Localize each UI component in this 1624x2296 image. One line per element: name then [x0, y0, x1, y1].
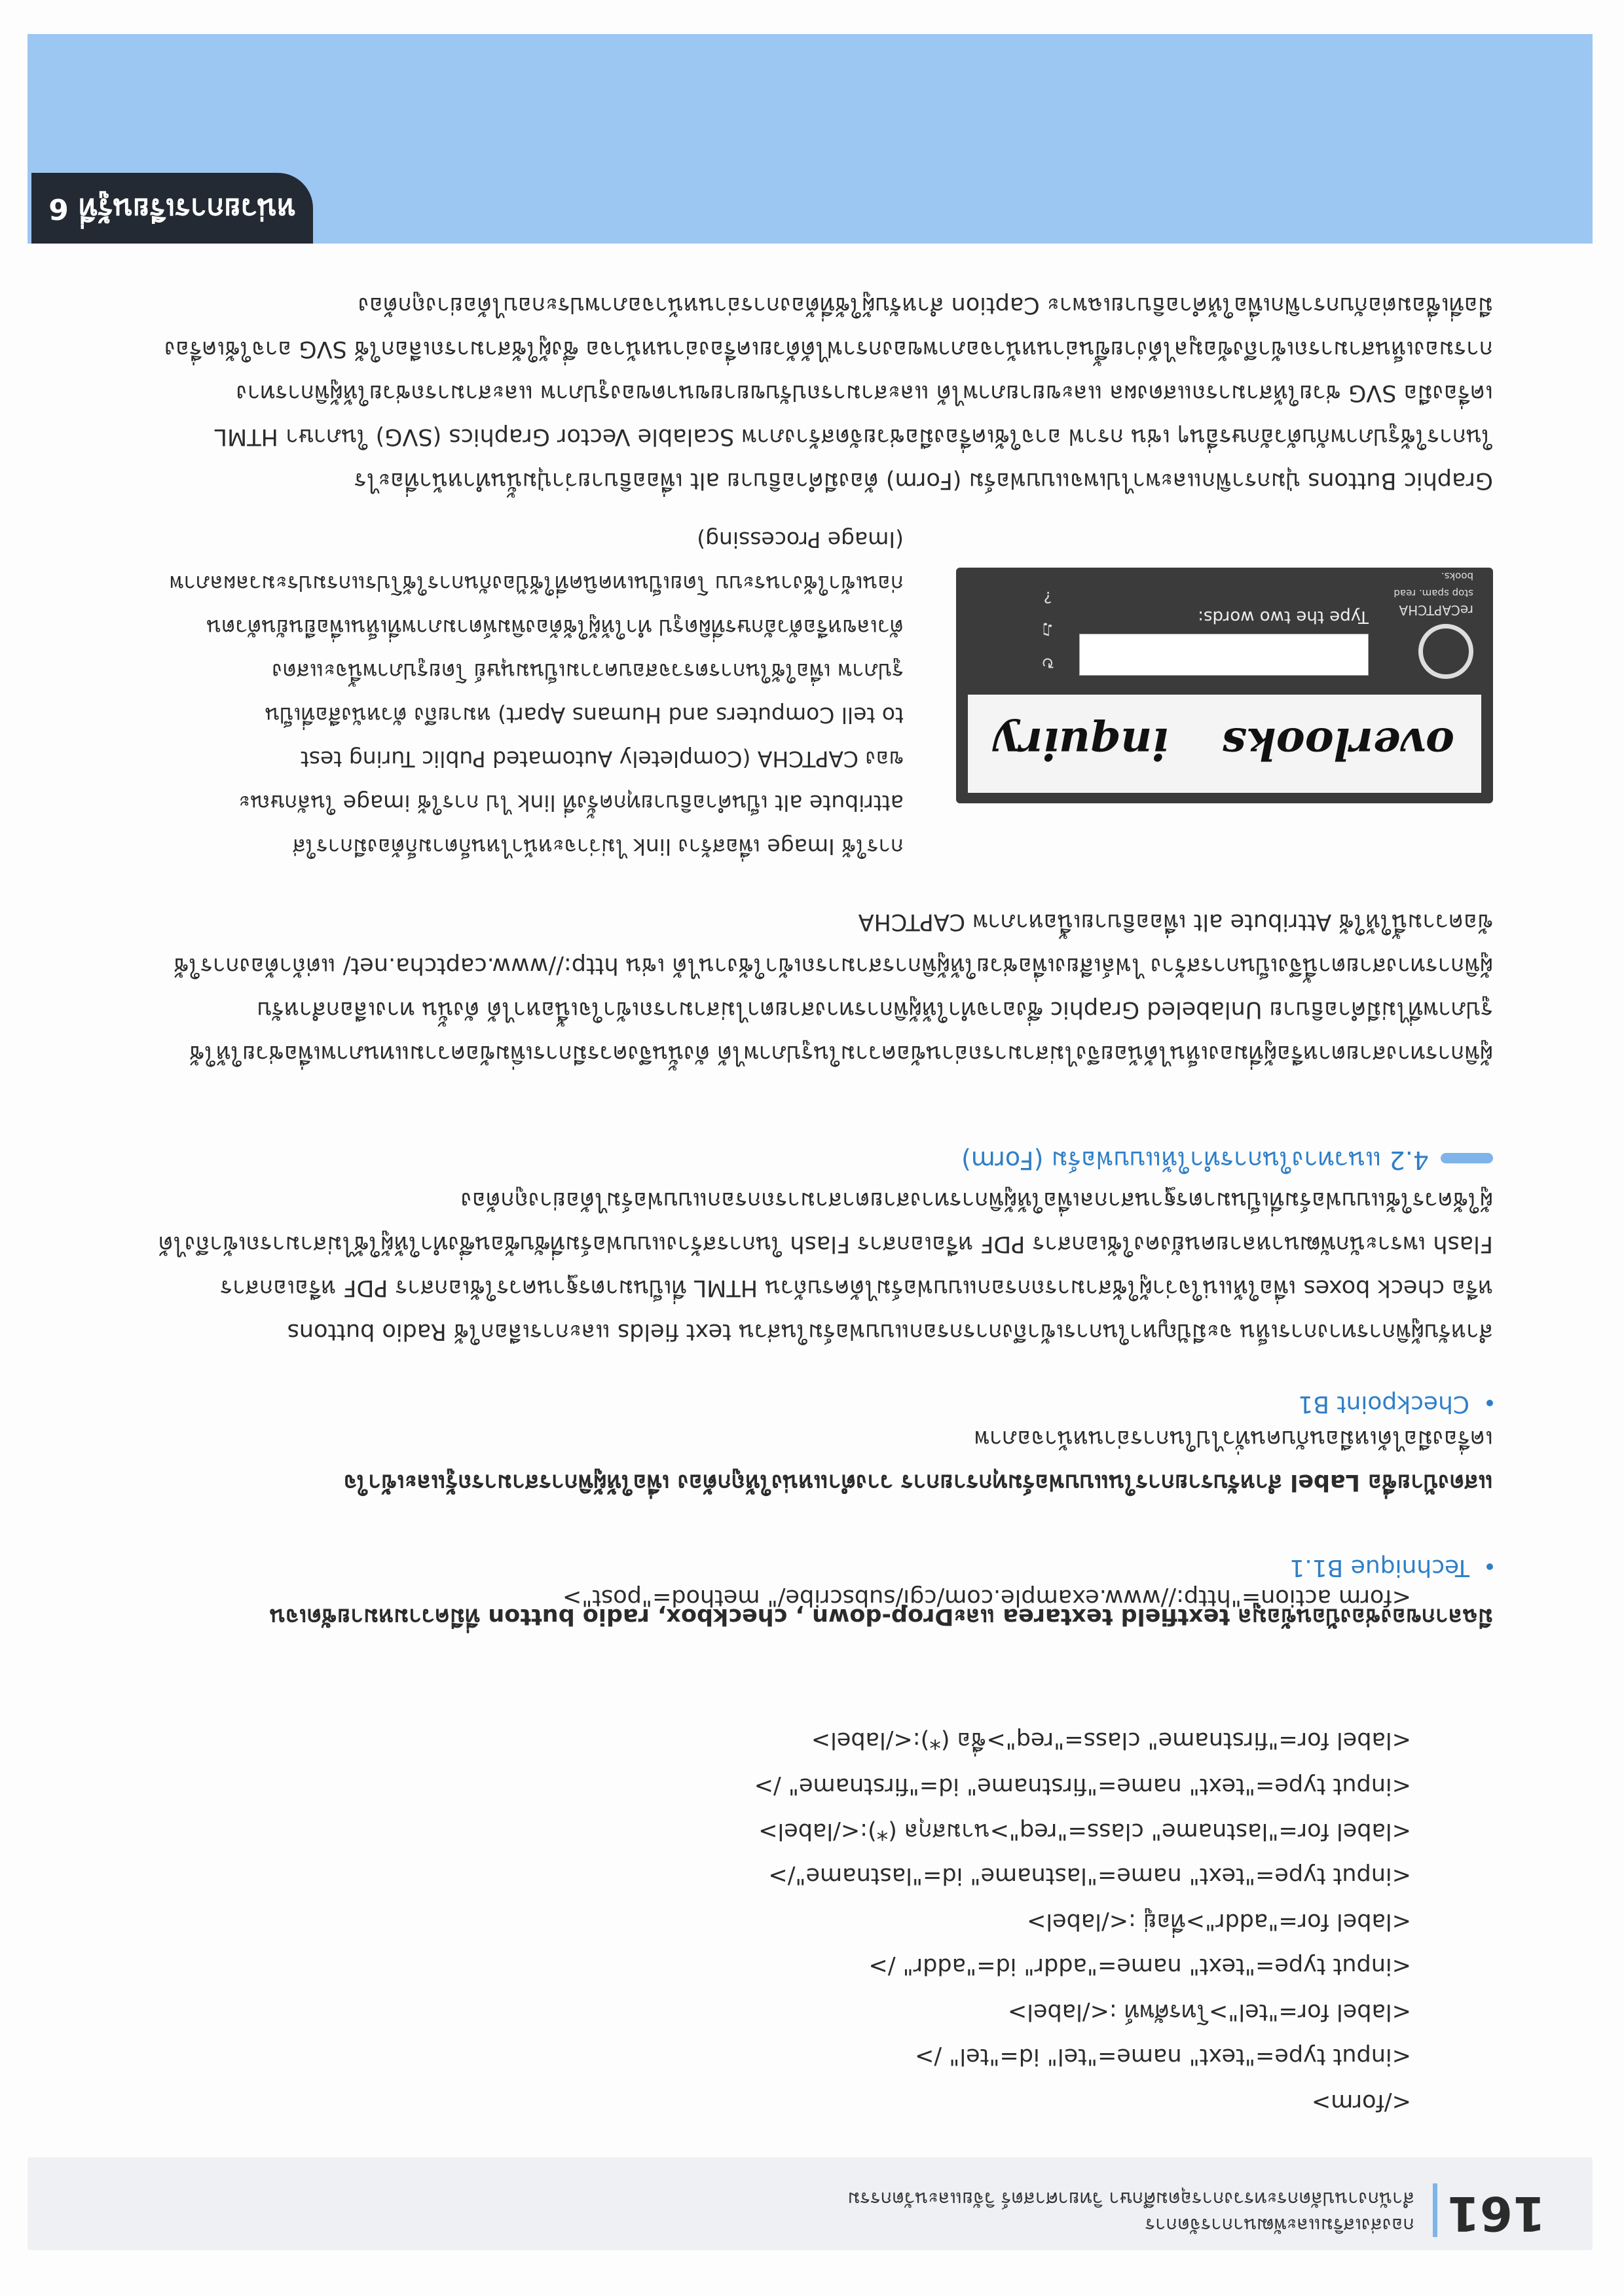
intro-line: ในการใช้รูปภาพกับตัวอักษรอื่นๆ เช่น กราฟ อาจใช้เครื่องมือช่วยจัดสร้างภาพ Scalable Vector Graphics (SVG) ในภาษา HTML — [214, 424, 1493, 450]
captcha-word-1: overlooks — [1222, 718, 1455, 769]
technique-text: มีฉลากของช่องป้อนข้อมูล textfield textarea และDrop-down , checkbox, radio button ที่มีความหมายชัดเจน — [269, 1603, 1493, 1630]
page-number: 161 — [1447, 2186, 1545, 2241]
section-marker — [1441, 1154, 1493, 1164]
captcha-note — [134, 900, 1493, 1075]
captcha-line: ก่อนเข้าใช้งานระบบ โดยเป็นเทคนิคที่ใช้ป้องกันการใช้โปรแกรมประมวลผลภาพ — [169, 571, 904, 596]
section-paragraph — [134, 1178, 1493, 1353]
code-line: <input type="text" name="addr" id="addr" /> — [868, 1953, 1411, 1979]
checkpoint-label: Checkpoint B1 — [1298, 1391, 1469, 1417]
code-line: <label for="tel">โทรศัพท์ :</label> — [1007, 1999, 1411, 2025]
section-line: Flash เพราะนักพัฒนาหลายคนยังคงใช้เอกสาร PDF หรือเอกสาร Flash ในการสร้างแบบฟอร์มที่ซับซ้อนซึ่งทำให้ผู้ใช้ไม่สามารถเข้าถึงได้ — [158, 1231, 1493, 1257]
code-line: <input type="text" name="firstname" id="firstname" /> — [754, 1773, 1411, 1799]
intro-line: Graphic Buttons ปุ่มกราฟิกและพาไปเพจแบบฟอร์ม (Form) ต้องมีคำอธิบาย alt เพื่ออธิบายว่าปุ่มนั้นทำหน้าที่อะไร — [354, 467, 1493, 494]
refresh-icon[interactable]: ↻ — [1041, 653, 1055, 672]
page-number-divider — [1433, 2183, 1437, 2237]
captcha-line: รูปภาพ เพื่อใช้ในการตรวจสอบความเป็นมนุษย์ โดยรูปภาพนี้จะแสดง — [272, 659, 904, 684]
captcha-note-line: รูปภาพที่ไม่มีคำอธิบาย Unlabeled Graphic ซึ่งอาจทำให้ผู้พิการทางสายตาไม่สามารถเข้าใจเนื้อหาได้ ดังนั้น ทางเลือกสำหรับ — [257, 996, 1493, 1023]
captcha-paragraph — [134, 518, 904, 869]
recaptcha-brand: reCAPTCHA — [1399, 602, 1473, 618]
unit-label: หน่วยการเรียนรู้ที่ 6 — [31, 173, 313, 244]
intro-line: มือที่เชื่อมต่อกับกราฟิกเพื่อให้คำอธิบายเฉพาะ Caption สำหรับผู้ใช้ที่ต้องการอ่านหน้าจอภาพประกอบได้อย่างถูกต้อง — [358, 292, 1493, 318]
org-line-2: สำนักงานปลัดกระทรวงการอุดมศึกษา วิทยาศาสตร์ วิจัยและนวัตกรรม — [847, 2188, 1414, 2210]
checkpoint-line: เครื่องมือได้เหมือนกับคนทั่วไปในการอ่านหน้าจอภาพ — [974, 1425, 1493, 1451]
captcha-line: (Image Processing) — [697, 527, 904, 553]
code-line: <input type="text" name="lastname" id="lastname"/> — [768, 1863, 1411, 1889]
captcha-words — [968, 695, 1481, 793]
technique-label: Technique B1.1 — [1289, 1554, 1469, 1581]
intro-line: การมองเห็นสามารถเข้าถึงข้อมูลได้ง่ายขึ้นอ่านหน้าจอภาพของกราฟได้ด้วยเครื่องอ่านหน้าจอ ซึ่งผู้ใช้สามารถเลือกใช้ SVG อาจใช้เครื่อง — [164, 336, 1493, 362]
captcha-note-line: ข้อความนี้ให้ใช้ Attribute alt เพื่ออธิบายเนื้อหาภาพ CAPTCHA — [858, 909, 1493, 935]
recaptcha-logo-icon — [1418, 624, 1473, 679]
section-line: ผู้ใช้ควรใช้แบบฟอร์มที่เป็นมาตรฐานสากลเพื่อให้ผู้พิการทางสายตาสามารถกรอกแบบฟอร์มได้อย่างถูกต้อง — [460, 1187, 1493, 1213]
checkpoint-line: แสดงป้ายชื่อ Label สำหรับรายการในแบบฟอร์มทุกรายการ วางตำแหน่งให้ถูกต้อง เพื่อให้ผู้พิการสามารถรู้และเข้าใจ — [343, 1469, 1493, 1495]
captcha-line: ตัวเลขหรือตัวอักษรที่ผิดรูป ทำให้ผู้ใช้ต้องพิมพ์ตามภาพที่เห็นเพื่อยืนยันตัวตน — [206, 615, 904, 640]
code-block — [134, 1484, 1411, 1710]
code-line: <label for="addr">ที่อยู่ :</label> — [1027, 1908, 1411, 1935]
intro-paragraph — [134, 283, 1493, 502]
org-line-1: กองส่งเสริมและพัฒนาการจัดการ — [1145, 2214, 1414, 2236]
code-line: <form action="http://www.example.com/cgi/subscribe/" method="post"> — [562, 1584, 1411, 1611]
code-line: <label for="firstname" class="req">ชื่อ (*):</label> — [811, 1727, 1411, 1753]
audio-icon[interactable]: ♫ — [1041, 621, 1055, 639]
captcha-word-2: inquiry — [994, 718, 1169, 769]
captcha-controls — [1035, 581, 1061, 679]
bullet-icon — [1486, 1563, 1493, 1570]
bullet-icon — [1486, 1400, 1493, 1406]
code-line: <input type="text" name="tel" id="tel" /> — [915, 2043, 1411, 2069]
captcha-prompt: Type the two words: — [1198, 607, 1369, 627]
section-heading — [134, 1137, 1493, 1183]
captcha-note-line: ผู้พิการทางสายตานี้จึงเป็นการสร้าง ไฟล์เสียงเพื่อช่วยให้ผู้พิการสามารถเข้าใช้งานได้ เช่น http://www.captcha.net/ แต่ถ้าต้องการใช้ — [174, 953, 1493, 979]
captcha-answer-input[interactable] — [1079, 634, 1369, 676]
captcha-line: ของ CAPTCHA (Completely Automated Public Turing test — [300, 746, 904, 772]
captcha-line: attribute alt เป็นคำอธิบายทุกครั้งที่ link ไป การใช้ image ในลักษณะ — [238, 790, 904, 816]
captcha-widget — [956, 568, 1493, 803]
captcha-line: การใช้ Image เพื่อสร้าง link ไม่ว่าจะหน้าไหนก็ตามก็ต้องมีการใส่ — [292, 834, 904, 860]
code-line: <label for="lastname" class="req">นามสกุล (*):</label> — [758, 1818, 1411, 1844]
section-line: หรือ check boxes เพื่อให้แน่ใจว่าผู้ใช้สามารถกรอกแบบฟอร์มได้ครบถ้วน HTML ที่เป็นมาตรฐานควรใช้เอกสาร PDF หรือเอกสาร — [220, 1275, 1493, 1301]
code-line: </form> — [1311, 2089, 1411, 2115]
help-icon[interactable]: ? — [1043, 588, 1052, 606]
captcha-note-line: ผู้พิการทางสายตาหรือผู้ที่มองเห็นได้น้อยจึงไม่สามารถอ่านข้อความในรูปภาพได้ ดังนั้นจึงควรมีการเพิ่มข้อความแทนภาพเพื่อช่วยให้ใช้ — [189, 1040, 1493, 1066]
captcha-line: to tell Computers and Humans Apart) หมายถึง ตัวหนังสือที่เป็น — [265, 702, 904, 728]
intro-line: เครื่องมือ SVG ช่วยให้สามารถแสดงผล และขยายภาพได้ และสามารถปรับขยายขนาดของรูปภาพ และสามารถช่วยให้ผู้พิการทาง — [236, 380, 1493, 406]
section-heading-text: 4.2 แนวทางในการทำให้แบบฟอร์ม (Form) — [961, 1146, 1429, 1175]
section-line: สำหรับผู้พิการทางการเห็น จะมีปัญหาในการเข้าถึงการกรอกแบบฟอร์มในส่วน text fields และการเลือกใช้ Radio buttons — [287, 1319, 1493, 1345]
recaptcha-brand-sub: stop spam. read books. — [1393, 570, 1473, 599]
organization-name — [847, 2186, 1414, 2238]
recaptcha-logo — [1382, 570, 1473, 679]
